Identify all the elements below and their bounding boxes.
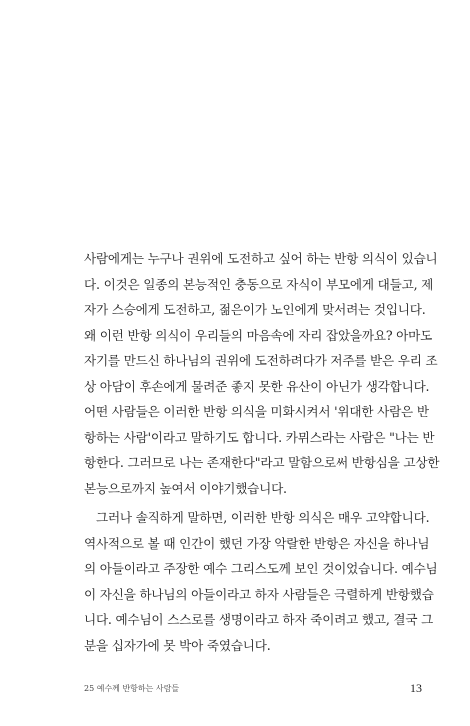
text-line: 상 아담이 후손에게 물려준 좋지 못한 유산이 아닌가 생각합니다. <box>84 378 430 394</box>
text-line: 역사적으로 볼 때 인간이 했던 가장 악랄한 반항은 자신을 하나님 <box>84 535 430 551</box>
text-line: 어떤 사람들은 이러한 반항 의식을 미화시켜서 '위대한 사람은 반 <box>84 404 429 419</box>
body-text <box>84 246 440 658</box>
page-footer <box>84 681 422 697</box>
text-line: 분을 십자가에 못 박아 죽였습니다. <box>84 637 271 653</box>
text-line: 그러나 솔직하게 말하면, 이러한 반항 의식은 매우 고약합니다. <box>96 510 430 525</box>
text-line: 왜 이런 반항 의식이 우리들의 마음속에 자리 잡았을까요? 아마도 <box>84 327 433 343</box>
text-line: 자가 스승에게 도전하고, 젊은이가 노인에게 맞서려는 것입니다. <box>84 302 426 317</box>
paragraph <box>84 246 440 501</box>
page-number: 13 <box>410 681 422 695</box>
text-line: 항하는 사람'이라고 말하기도 합니다. 카뮈스라는 사람은 "나는 반 <box>84 429 435 445</box>
running-head: 25 예수께 반항하는 사람들 <box>84 684 180 693</box>
text-line: 사람에게는 누구나 권위에 도전하고 싶어 하는 반항 의식이 있습니 <box>84 251 438 266</box>
text-line: 자기를 만드신 하나님의 권위에 도전하려다가 저주를 받은 우리 조 <box>84 353 438 368</box>
text-line: 이 자신을 하나님의 아들이라고 하자 사람들은 극렬하게 반항했습 <box>84 586 434 602</box>
text-line: 의 아들이라고 주장한 예수 그리스도께 보인 것이었습니다. 예수님 <box>84 561 438 576</box>
text-line: 니다. 예수님이 스스로를 생명이라고 하자 죽이려고 했고, 결국 그 <box>84 612 434 627</box>
text-line: 다. 이것은 일종의 본능적인 충동으로 자식이 부모에게 대들고, 제 <box>84 276 434 292</box>
text-line: 본능으로까지 높여서 이야기했습니다. <box>84 480 287 496</box>
text-line: 항한다. 그러므로 나는 존재한다"라고 말함으로써 반항심을 고상한 <box>84 455 440 470</box>
paragraph <box>84 505 438 658</box>
